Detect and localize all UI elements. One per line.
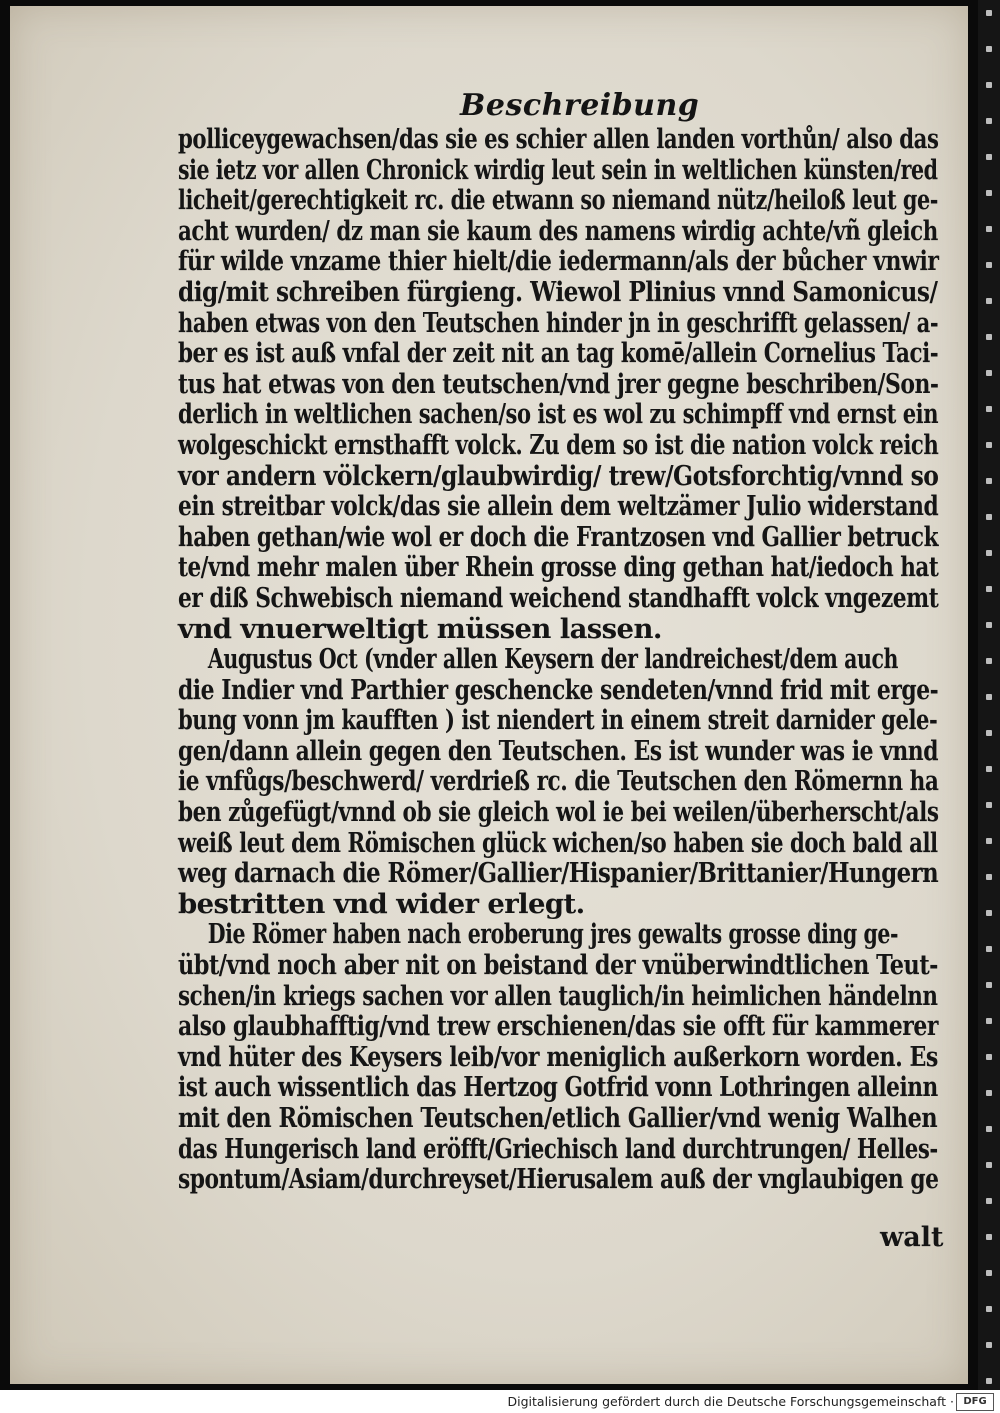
ruler-mark bbox=[986, 190, 992, 196]
text-line: die Indier vnd Parthier geschencke sendeten/vnnd frid mit erge- bbox=[178, 673, 939, 706]
text-line: haben gethan/wie wol er doch die Frantzosen vnd Gallier betruck bbox=[178, 520, 939, 553]
ruler-mark bbox=[986, 1306, 992, 1312]
ruler-mark bbox=[986, 730, 992, 736]
text-line: weg darnach die Römer/Gallier/Hispanier/Brittanier/Hungern bbox=[178, 857, 939, 890]
text-line: für wilde vnzame thier hielt/die iedermann/als der bůcher vnwir bbox=[178, 245, 939, 278]
ruler-mark bbox=[986, 442, 992, 448]
ruler-mark bbox=[986, 550, 992, 556]
footer-credit[interactable]: Digitalisierung gefördert durch die Deutsche Forschungsgemeinschaft · bbox=[507, 1394, 954, 1409]
text-line: also glaubhafftig/vnd trew erschienen/das sie offt für kammerer bbox=[178, 1010, 938, 1043]
ruler-mark bbox=[986, 1018, 992, 1024]
ruler-mark bbox=[986, 694, 992, 700]
text-line: gen/dann allein gegen den Teutschen. Es ist wunder was ie vnnd bbox=[178, 734, 939, 767]
text-line: derlich in weltlichen sachen/so ist es wol zu schimpff vnd ernst ein bbox=[178, 398, 939, 431]
text-line: Die Römer haben nach eroberung jres gewalts grosse ding ge- bbox=[207, 918, 899, 951]
text-line: vnd vnuerweltigt müssen lassen. bbox=[178, 612, 662, 645]
ruler-mark bbox=[986, 946, 992, 952]
ruler-mark bbox=[986, 154, 992, 160]
ruler-mark bbox=[986, 406, 992, 412]
ruler-mark bbox=[986, 910, 992, 916]
footer-bar bbox=[0, 1390, 1000, 1413]
text-line: bestritten vnd wider erlegt. bbox=[178, 887, 585, 920]
text-line: tus hat etwas von den teutschen/vnd jrer gegne beschriben/Son- bbox=[178, 367, 939, 400]
ruler-mark bbox=[986, 874, 992, 880]
text-line: dig/mit schreiben fürgieng. Wiewol Plinius vnnd Samonicus/ bbox=[178, 275, 938, 308]
text-line: licheit/gerechtigkeit rc. die etwann so niemand nütz/heiloß leut ge- bbox=[178, 184, 938, 217]
body-text bbox=[178, 124, 938, 1195]
ruler-mark bbox=[986, 1126, 992, 1132]
text-line: spontum/Asiam/durchreyset/Hierusalem auß der vnglaubigen ge bbox=[178, 1163, 939, 1196]
ruler-mark bbox=[986, 622, 992, 628]
ruler-mark bbox=[986, 226, 992, 232]
ruler-mark bbox=[986, 370, 992, 376]
ruler-mark bbox=[986, 514, 992, 520]
ruler-mark bbox=[986, 334, 992, 340]
ruler-mark bbox=[986, 1162, 992, 1168]
text-line: polliceygewachsen/das sie es schier allen landen vorthůn/ also das bbox=[178, 123, 939, 155]
text-line: mit den Römischen Teutschen/etlich Gallier/vnd wenig Walhen bbox=[178, 1102, 938, 1134]
text-line: übt/vnd noch aber nit on beistand der vnüberwindtlichen Teut- bbox=[178, 949, 938, 982]
ruler-mark bbox=[986, 1198, 992, 1204]
ruler-mark bbox=[986, 478, 992, 484]
text-line: te/vnd mehr malen über Rhein grosse ding gethan hat/iedoch hat bbox=[178, 551, 939, 584]
text-line: sie ietz vor allen Chronick wirdig leut sein in weltlichen künsten/red bbox=[178, 153, 938, 186]
text-line: acht wurden/ dz man sie kaum des namens wirdig achte/vñ gleich bbox=[178, 214, 938, 247]
catchword: walt bbox=[880, 1222, 944, 1253]
ruler-mark bbox=[986, 766, 992, 772]
text-line: bung vonn jm kaufften ) ist niendert in einem streit darnider gele- bbox=[178, 704, 938, 737]
text-line: vor andern völckern/glaubwirdig/ trew/Gotsforchtig/vnnd so bbox=[178, 459, 939, 492]
ruler-mark bbox=[986, 1090, 992, 1096]
ruler-mark bbox=[986, 298, 992, 304]
paragraph-2 bbox=[178, 644, 938, 919]
ruler-mark bbox=[986, 1234, 992, 1240]
ruler-mark bbox=[986, 838, 992, 844]
ruler-mark bbox=[986, 1054, 992, 1060]
running-header: Beschreibung bbox=[460, 88, 700, 123]
text-line: haben etwas von den Teutschen hinder jn in geschrifft gelassen/ a- bbox=[178, 306, 939, 339]
paragraph-1 bbox=[178, 124, 938, 644]
ruler-mark bbox=[986, 1342, 992, 1348]
ruler-mark bbox=[986, 586, 992, 592]
text-line: er diß Schwebisch niemand weichend standhafft volck vngezemt bbox=[178, 581, 939, 614]
text-line: ist auch wissentlich das Hertzog Gotfrid vonn Lothringen alleinn bbox=[178, 1071, 938, 1104]
ruler-mark bbox=[986, 982, 992, 988]
page-edge-ruler bbox=[978, 0, 1000, 1390]
ruler-mark bbox=[986, 1378, 992, 1384]
dfg-logo[interactable]: DFG bbox=[956, 1393, 994, 1411]
text-line: ber es ist auß vnfal der zeit nit an tag komē/allein Cornelius Taci- bbox=[178, 337, 939, 370]
ruler-mark bbox=[986, 1270, 992, 1276]
ruler-mark bbox=[986, 802, 992, 808]
text-line: wolgeschickt ernsthafft volck. Zu dem so ist die nation volck reich bbox=[178, 428, 939, 461]
text-line: ben zůgefügt/vnnd ob sie gleich wol ie bei weilen/überherscht/als bbox=[178, 796, 939, 829]
text-line: schen/in kriegs sachen vor allen tauglich/in heimlichen händelnn bbox=[178, 979, 938, 1012]
text-line: das Hungerisch land eröfft/Griechisch land durchtrungen/ Helles- bbox=[178, 1132, 938, 1165]
text-line: ein streitbar volck/das sie allein dem weltzämer Julio widerstand bbox=[178, 490, 939, 523]
ruler-mark bbox=[986, 82, 992, 88]
ruler-mark bbox=[986, 118, 992, 124]
paragraph-3 bbox=[178, 919, 938, 1194]
ruler-mark bbox=[986, 46, 992, 52]
text-line: Augustus Oct (vnder allen Keysern der landreichest/dem auch bbox=[207, 643, 898, 676]
ruler-mark bbox=[986, 262, 992, 268]
text-line: ie vnfůgs/beschwerd/ verdrieß rc. die Teutschen den Römernn ha bbox=[178, 765, 939, 798]
ruler-mark bbox=[986, 10, 992, 16]
text-line: vnd hüter des Keysers leib/vor meniglich außerkorn worden. Es bbox=[178, 1040, 938, 1073]
text-line: weiß leut dem Römischen glück wichen/so haben sie doch bald all bbox=[178, 826, 938, 859]
ruler-mark bbox=[986, 658, 992, 664]
